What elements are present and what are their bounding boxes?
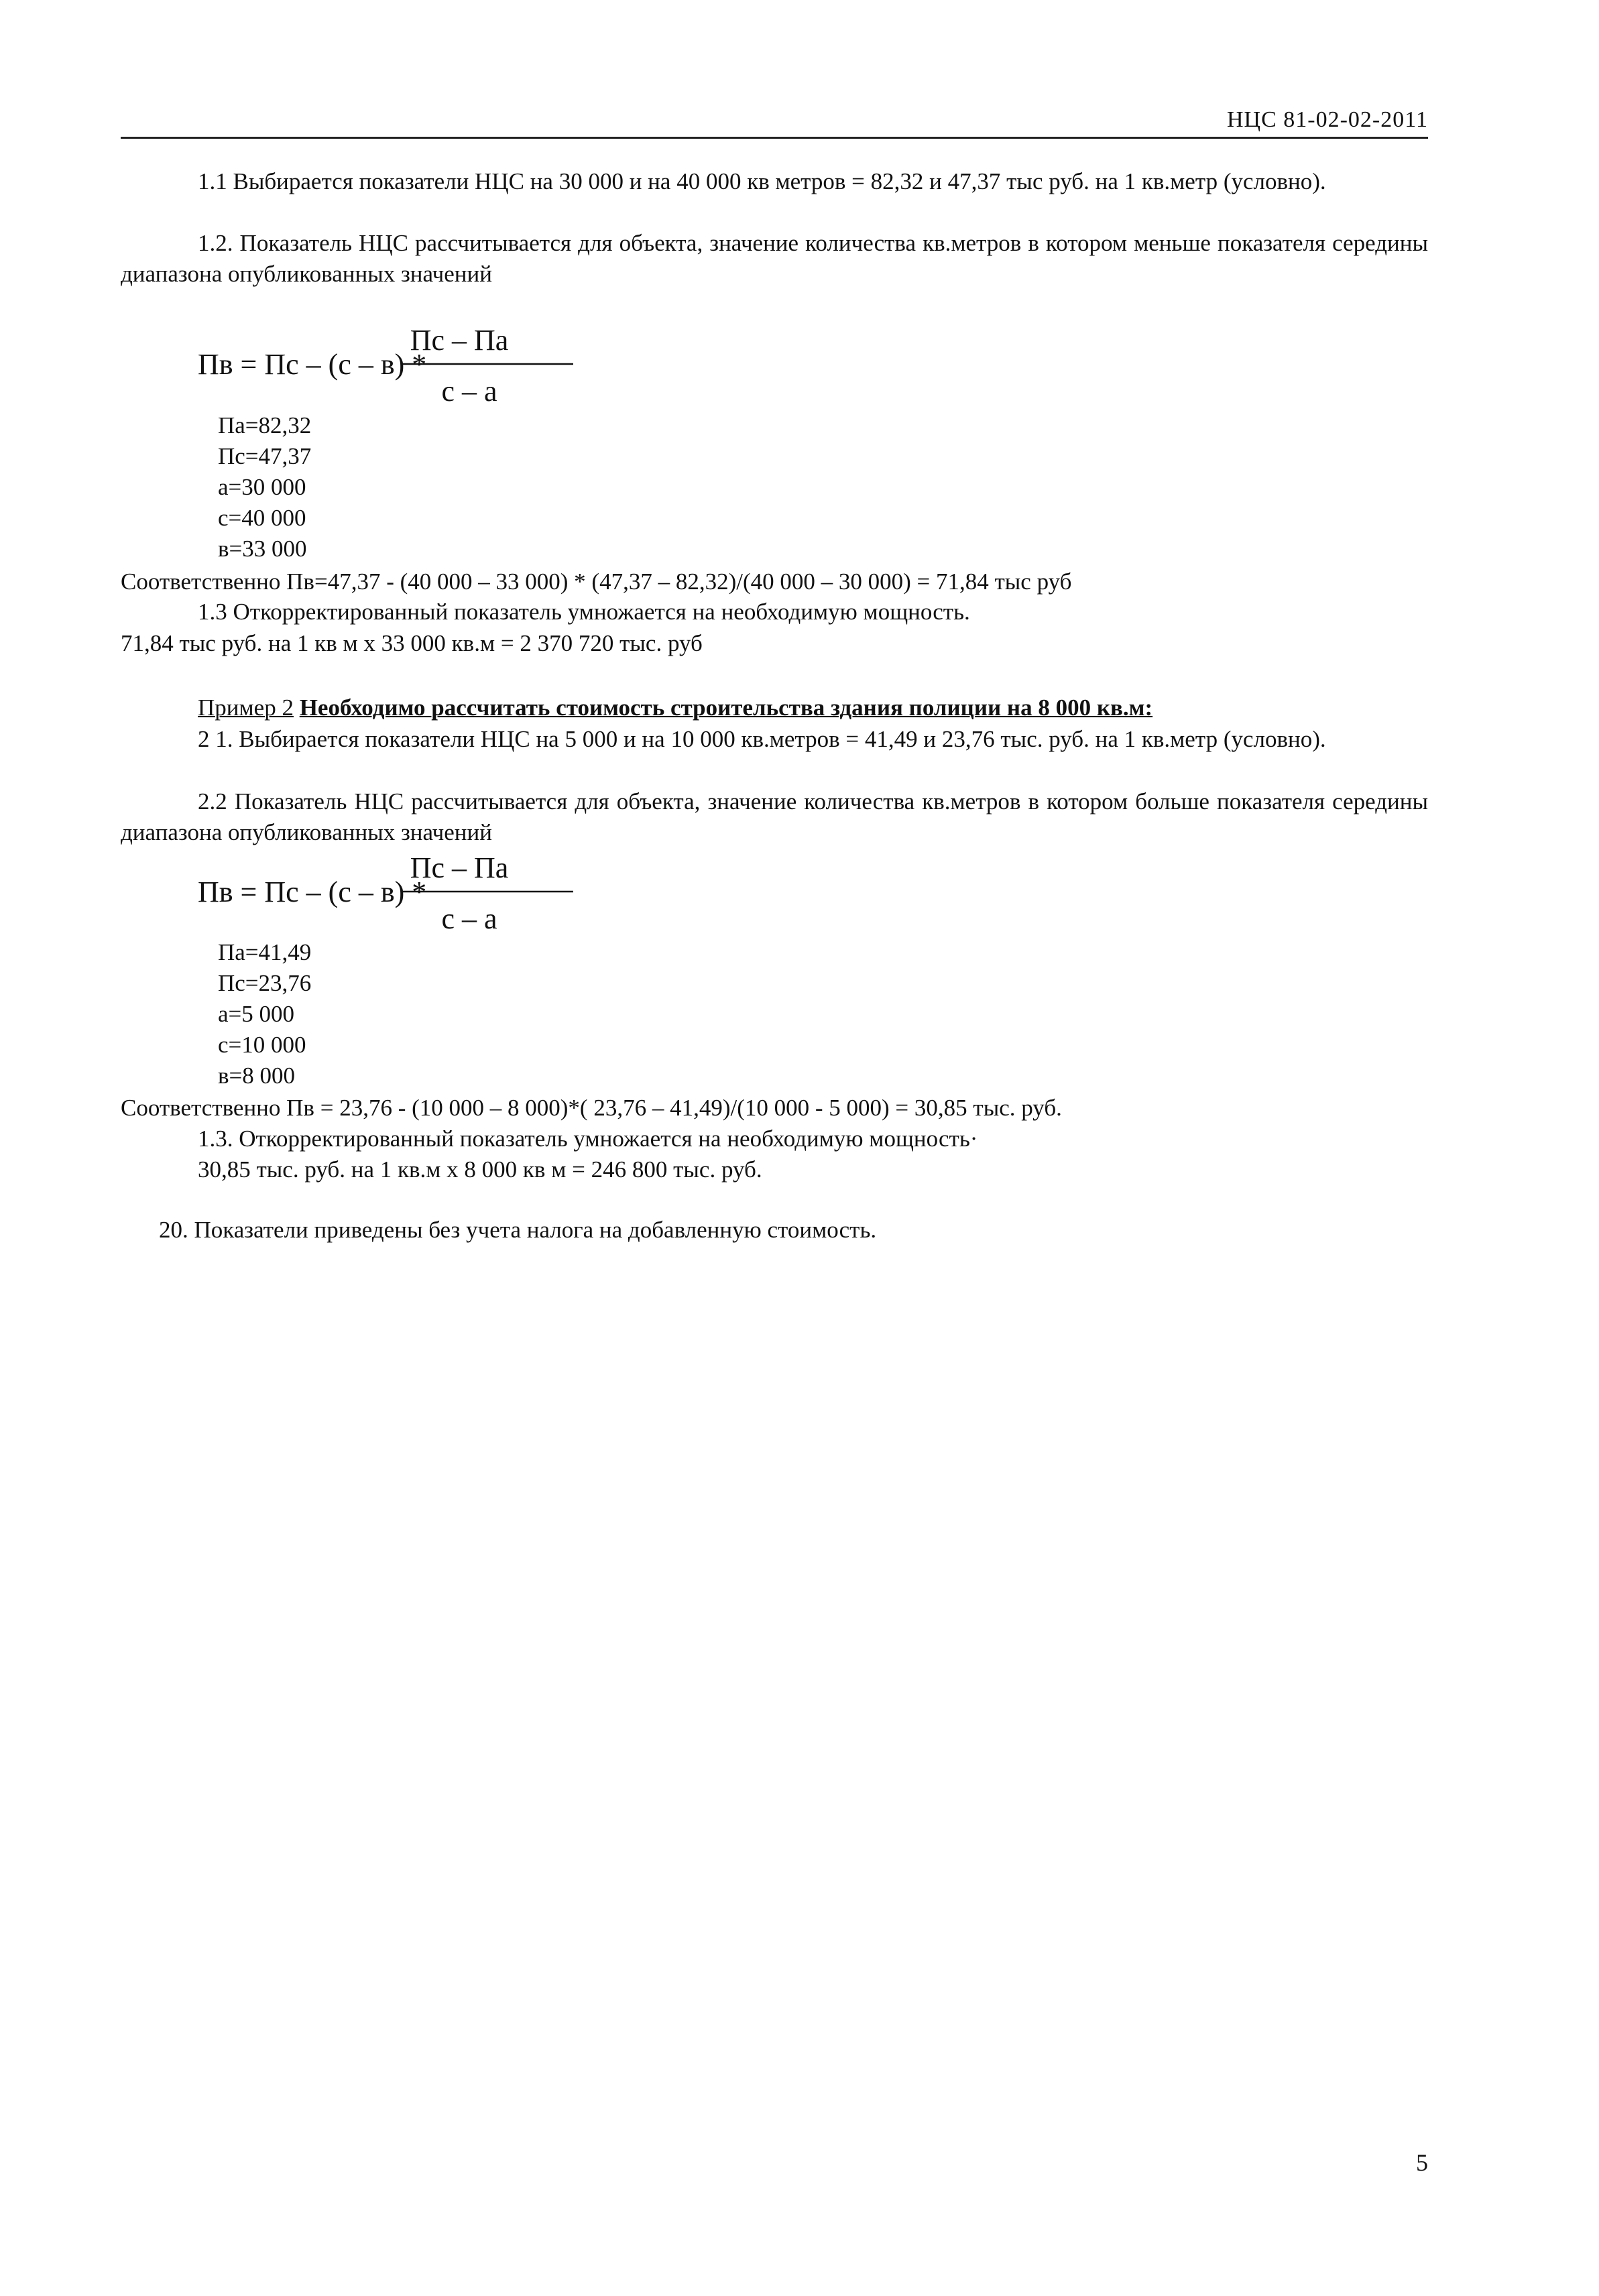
var-pa: Па=41,49 [218, 939, 312, 965]
var-pc: Пс=23,76 [218, 970, 312, 996]
example-2-title [198, 692, 1152, 723]
paragraph-1-2: 1.2. Показатель НЦС рассчитывается для объекта, значение количества кв.метров в котором меньше показателя середины диапазона опубликованных значений [121, 230, 1428, 287]
var-v: в=33 000 [218, 536, 307, 562]
var-pa: Па=82,32 [218, 412, 312, 438]
var-v: в=8 000 [218, 1063, 296, 1089]
var-c: с=10 000 [218, 1032, 306, 1058]
paragraph-1-1: 1.1 Выбирается показатели НЦС на 30 000 и на 40 000 кв метров = 82,32 и 47,37 тыс руб. на 1 кв.метр (условно). [198, 168, 1326, 194]
page-number: 5 [1416, 2149, 1428, 2176]
var-pc: Пс=47,37 [218, 443, 312, 469]
paragraph-1-3: 1.3 Откорректированный показатель умножается на необходимую мощность. [198, 599, 970, 625]
example-2-heading: Необходимо рассчитать стоимость строительства здания полиции на 8 000 кв.м: [299, 694, 1153, 721]
formula-numerator: Пс – Па [410, 324, 509, 357]
document-code: НЦС 81-02-02-2011 [1227, 107, 1428, 132]
result-line-1: Соответственно Пв=47,37 - (40 000 – 33 000) * (47,37 – 82,32)/(40 000 – 30 000) = 71,84 тыс руб [121, 568, 1072, 595]
formula-lhs: Пв = Пс – (с – в) * [198, 348, 427, 381]
formula-lhs: Пв = Пс – (с – в) * [198, 875, 427, 908]
total-line-2: 30,85 тыс. руб. на 1 кв.м х 8 000 кв м = 246 800 тыс. руб. [198, 1156, 762, 1183]
result-line-2: Соответственно Пв = 23,76 - (10 000 – 8 000)*( 23,76 – 41,49)/(10 000 - 5 000) = 30,85 тыс. руб. [121, 1095, 1062, 1121]
paragraph-2-1: 2 1. Выбирается показатели НЦС на 5 000 и на 10 000 кв.метров = 41,49 и 23,76 тыс. руб. на 1 кв.метр (условно). [198, 726, 1326, 752]
formula-denominator: с – а [441, 375, 497, 408]
total-line-1: 71,84 тыс руб. на 1 кв м х 33 000 кв.м = 2 370 720 тыс. руб [121, 630, 703, 656]
var-c: с=40 000 [218, 505, 306, 531]
paragraph-2-3: 1.3. Откорректированный показатель умножается на необходимую мощность· [198, 1126, 978, 1152]
paragraph-2-2: 2.2 Показатель НЦС рассчитывается для объекта, значение количества кв.метров в котором больше показателя середины диапазона опубликованных значений [121, 788, 1428, 845]
var-a: а=5 000 [218, 1001, 295, 1027]
formula-denominator: с – а [441, 902, 497, 935]
note-20: 20. Показатели приведены без учета налога на добавленную стоимость. [159, 1217, 877, 1243]
formula-1 [198, 318, 587, 419]
formula-2 [198, 846, 587, 947]
page-header [121, 102, 1428, 139]
var-a: а=30 000 [218, 474, 306, 500]
formula-numerator: Пс – Па [410, 851, 509, 884]
example-2-prefix: Пример 2 [198, 694, 294, 721]
